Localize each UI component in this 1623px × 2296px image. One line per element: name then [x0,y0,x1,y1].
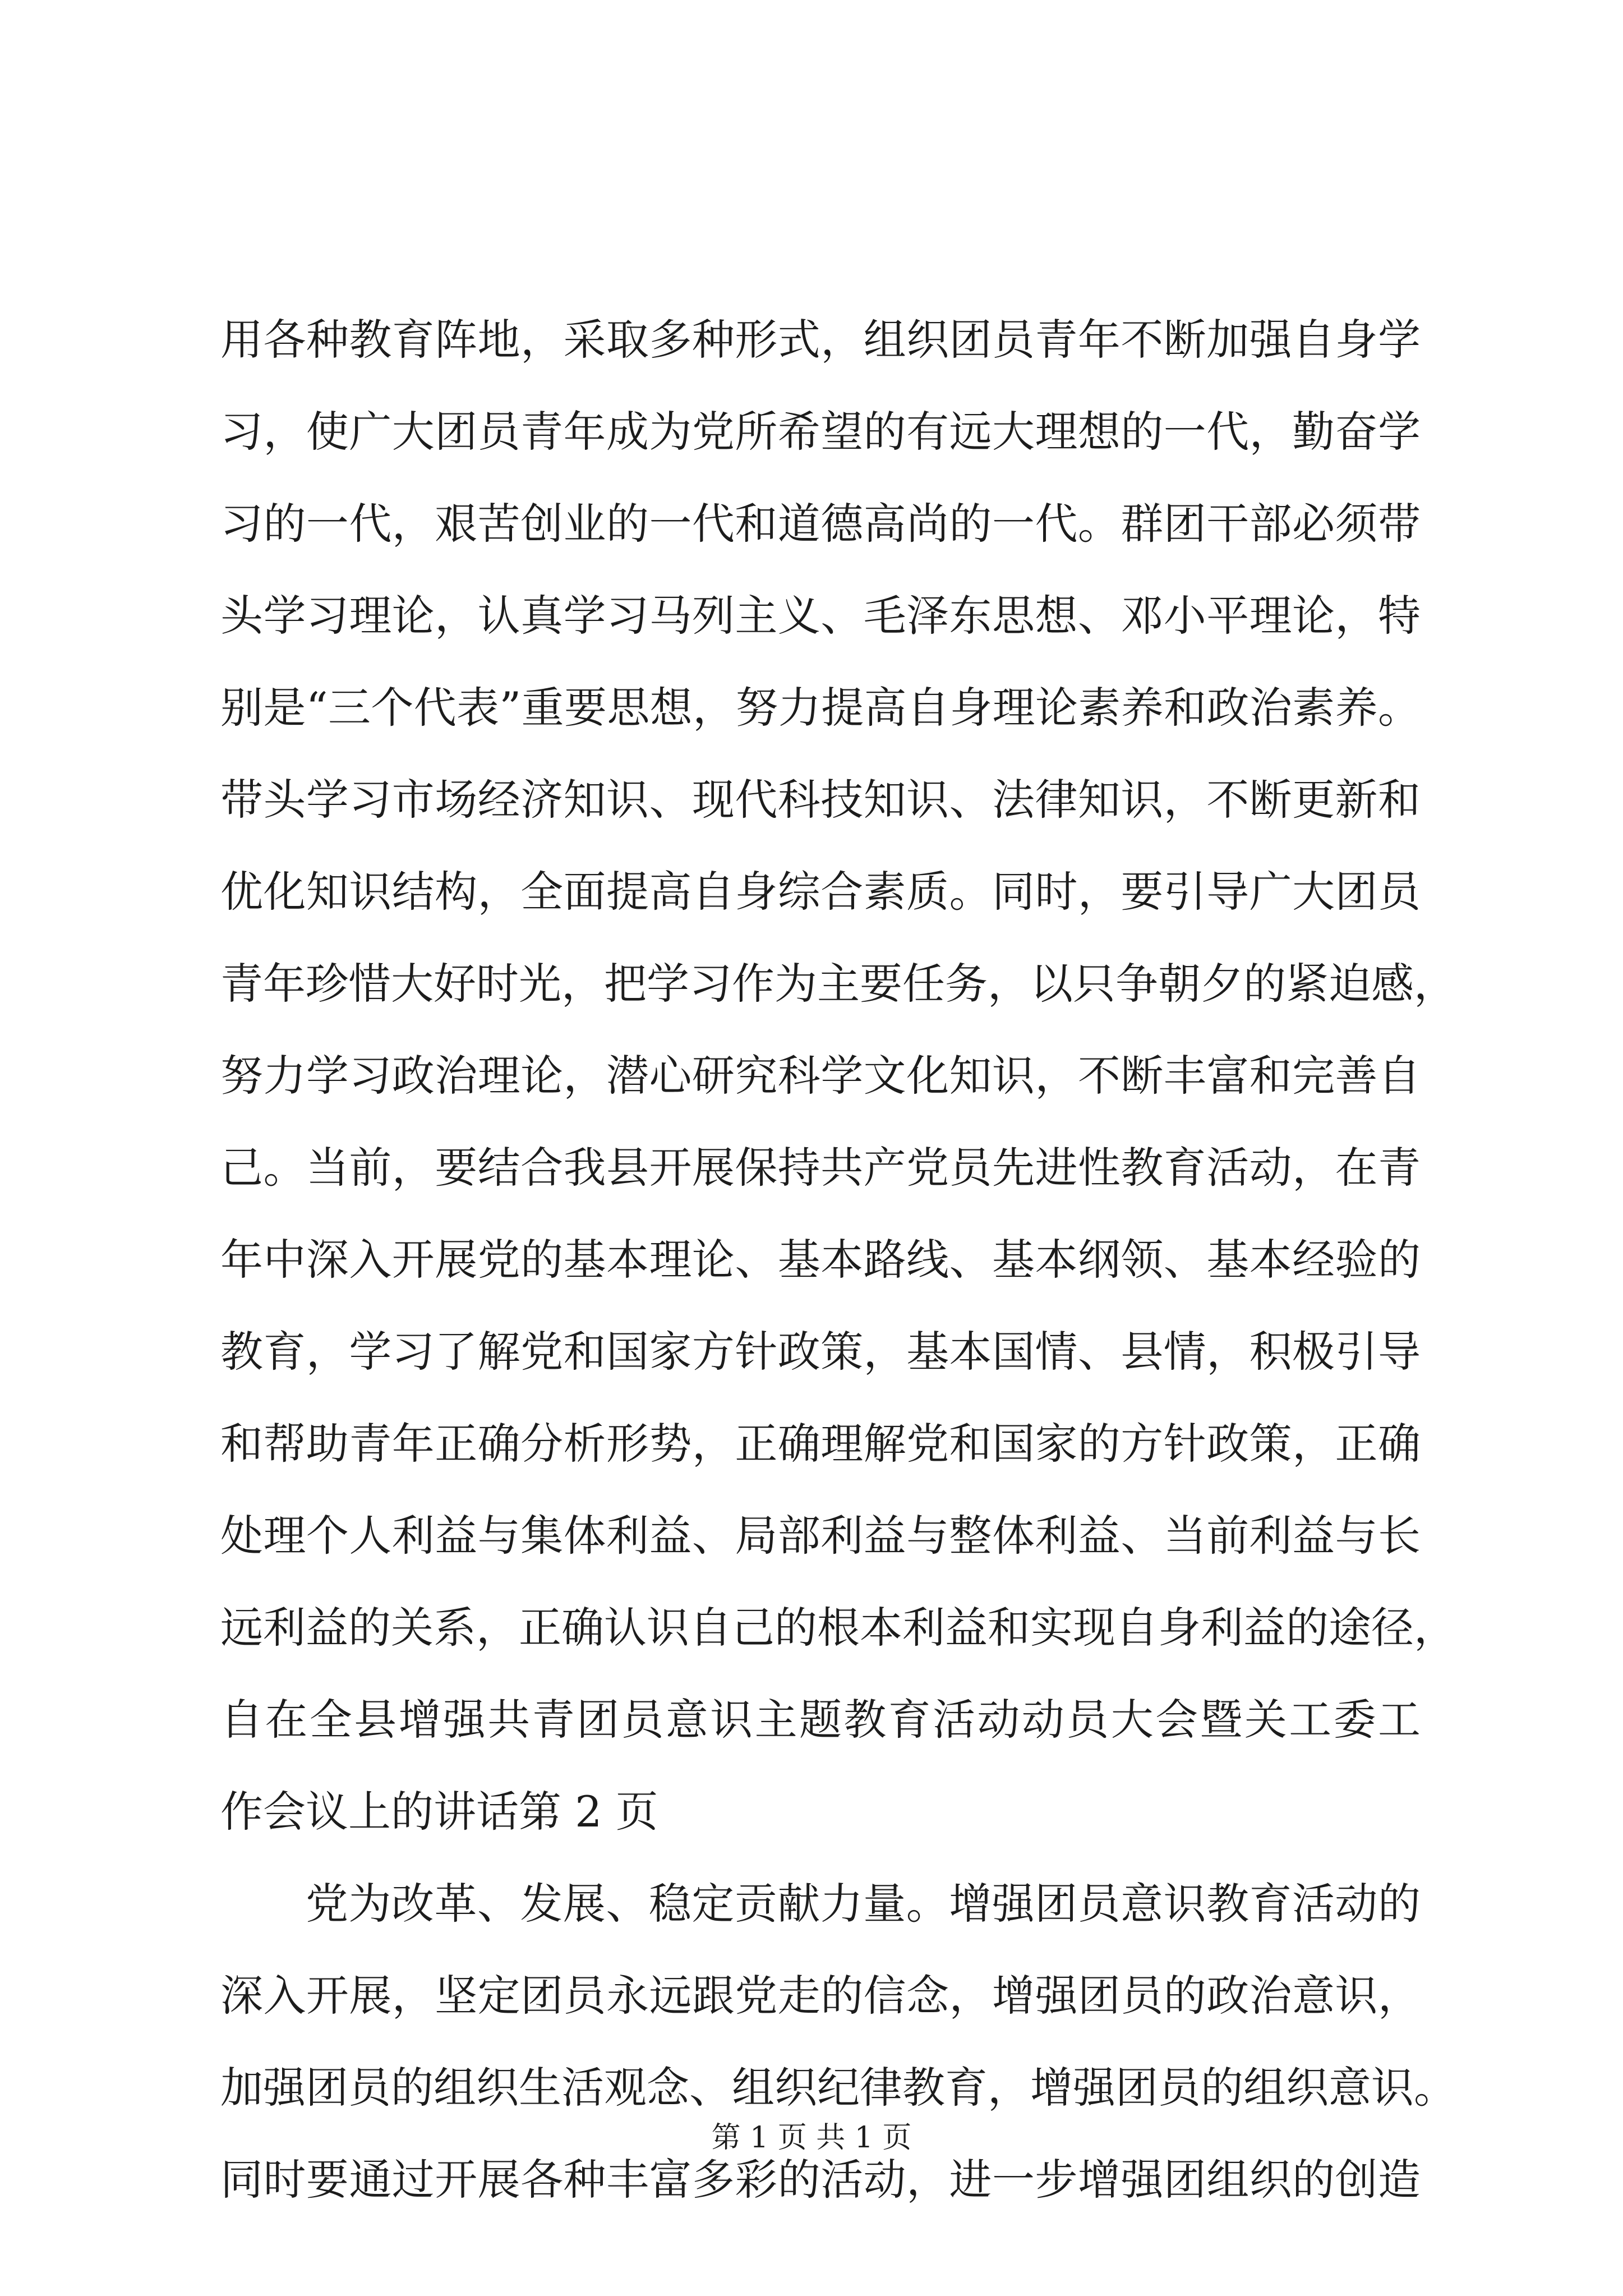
text-line: 同时要通过开展各种丰富多彩的活动，进一步增强团组织的创造 [220,2155,1421,2205]
text-line: 努力学习政治理论，潜心研究科学文化知识，不断丰富和完善自 [220,1051,1421,1101]
paragraph-1 [220,294,1456,1858]
text-line: 年中深入开展党的基本理论、基本路线、基本纲领、基本经验的 [220,1235,1421,1285]
text-line: 习的一代，艰苦创业的一代和道德高尚的一代。群团干部必须带 [220,499,1421,549]
text-line: 自在全县增强共青团员意识主题教育活动动员大会暨关工委工 [220,1695,1421,1745]
text-line: 习，使广大团员青年成为党所希望的有远大理想的一代，勤奋学 [220,407,1421,457]
document-body [220,294,1456,2226]
page-footer [0,2114,1623,2156]
paragraph-2 [220,1858,1456,2226]
page-number-label: 第 1 页 共 1 页 [711,2121,912,2155]
text-line: 党为改革、发展、稳定贡献力量。增强团员意识教育活动的 [306,1879,1421,1929]
text-line: 教育，学习了解党和国家方针政策，基本国情、县情，积极引导 [220,1327,1421,1377]
text-line: 用各种教育阵地，采取多种形式，组织团员青年不断加强自身学 [220,315,1421,365]
text-line: 和帮助青年正确分析形势，正确理解党和国家的方针政策，正确 [220,1419,1421,1469]
text-line: 处理个人利益与集体利益、局部利益与整体利益、当前利益与长 [220,1511,1421,1561]
text-line: 加强团员的组织生活观念、组织纪律教育，增强团员的组织意识。 [220,2063,1456,2113]
text-line: 己。当前，要结合我县开展保持共产党员先进性教育活动，在青 [220,1143,1421,1193]
text-line: 别是“三个代表”重要思想，努力提高自身理论素养和政治素养。 [220,683,1421,733]
text-line: 远利益的关系，正确认识自己的根本利益和实现自身利益的途径， [220,1603,1456,1653]
text-line: 优化知识结构，全面提高自身综合素质。同时，要引导广大团员 [220,867,1421,917]
text-line: 青年珍惜大好时光，把学习作为主要任务，以只争朝夕的紧迫感， [220,959,1456,1009]
text-line: 带头学习市场经济知识、现代科技知识、法律知识，不断更新和 [220,775,1421,825]
text-line: 深入开展，坚定团员永远跟党走的信念，增强团员的政治意识， [220,1971,1421,2021]
text-line: 头学习理论，认真学习马列主义、毛泽东思想、邓小平理论，特 [220,591,1421,641]
text-line: 作会议上的讲话第 2 页 [220,1787,658,1837]
